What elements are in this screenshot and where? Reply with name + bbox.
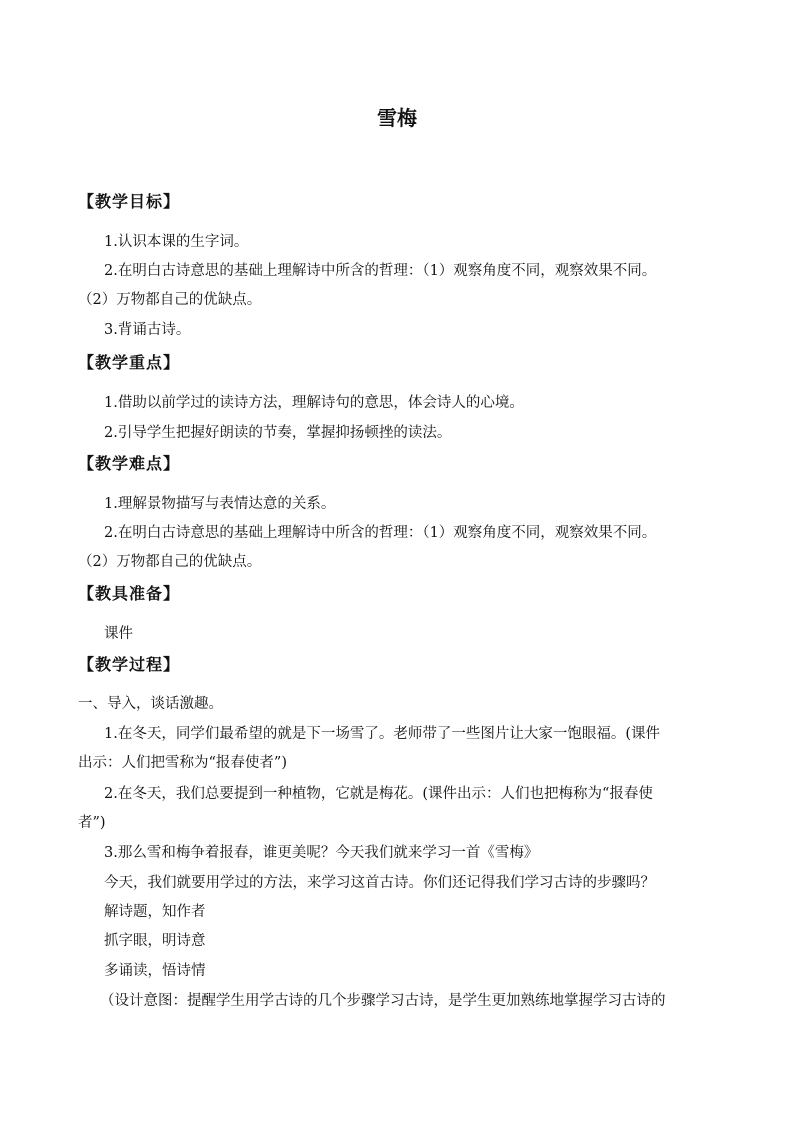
section-heading-key-points: 【教学重点】 [78, 353, 181, 372]
key-points-line-1: 1.借助以前学过的读诗方法，理解诗句的意思，体会诗人的心境。 [104, 395, 524, 411]
section-heading-difficulties: 【教学难点】 [78, 454, 181, 473]
process-line-2: 2.在冬天，我们总要提到一种植物，它就是梅花。(课件出示：人们也把梅称为“报春使 [104, 786, 653, 802]
goals-line-1: 1.认识本课的生字词。 [104, 234, 249, 250]
process-line-1: 1.在冬天，同学们最希望的就是下一场雪了。老师带了一些图片让大家一饱眼福。(课件 [104, 726, 660, 742]
difficulties-line-2: 2.在明白古诗意思的基础上理解诗中所含的哲理：（1）观察角度不同，观察效果不同。 [104, 525, 657, 541]
goals-line-2-cont: （2）万物都自己的优缺点。 [78, 292, 262, 308]
process-step-1: 解诗题，知作者 [104, 904, 206, 920]
process-line-3: 3.那么雪和梅争着报春，谁更美呢？今天我们就来学习一首《雪梅》 [104, 845, 539, 861]
process-step-2: 抓字眼，明诗意 [104, 933, 206, 949]
key-points-line-2: 2.引导学生把握好朗读的节奏，掌握抑扬顿挫的读法。 [104, 425, 452, 441]
process-line-1-cont: 出示：人们把雪称为“报春使者”) [78, 755, 287, 771]
process-line-4: 今天，我们就要用学过的方法，来学习这首古诗。你们还记得我们学习古诗的步骤吗？ [104, 875, 655, 891]
section-heading-goals: 【教学目标】 [78, 192, 181, 211]
document-title: 雪梅 [377, 106, 417, 130]
section-heading-process: 【教学过程】 [78, 655, 181, 674]
goals-line-3: 3.背诵古诗。 [104, 322, 191, 338]
process-design-note: （设计意图：提醒学生用学古诗的几个步骤学习古诗，是学生更加熟练地掌握学习古诗的 [100, 993, 666, 1009]
section-heading-tools: 【教具准备】 [78, 584, 181, 603]
goals-line-2: 2.在明白古诗意思的基础上理解诗中所含的哲理：（1）观察角度不同，观察效果不同。 [104, 263, 657, 279]
process-line-2-cont: 者”) [78, 815, 106, 831]
process-part-1: 一、导入，谈话激趣。 [78, 696, 223, 712]
difficulties-line-1: 1.理解景物描写与表情达意的关系。 [104, 496, 336, 512]
difficulties-line-2-cont: （2）万物都自己的优缺点。 [78, 554, 262, 570]
tools-line-1: 课件 [104, 626, 133, 642]
process-step-3: 多诵读，悟诗情 [104, 963, 206, 979]
